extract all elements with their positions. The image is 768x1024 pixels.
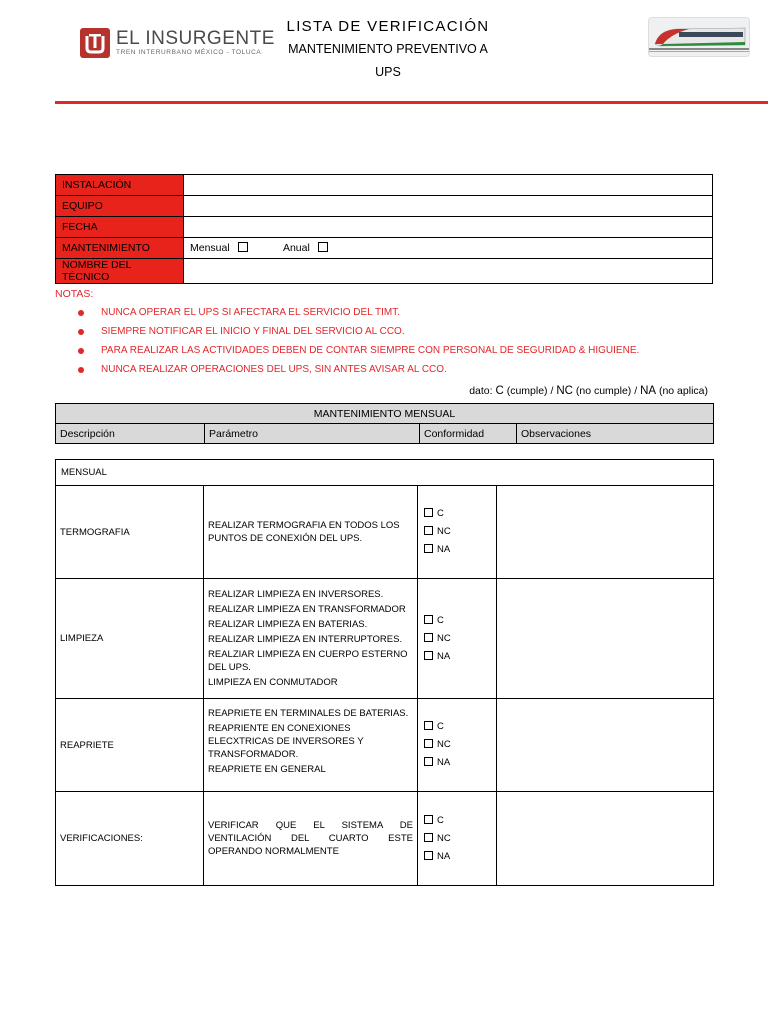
observaciones-limpieza[interactable] <box>497 579 714 699</box>
nota-item: PARA REALIZAR LAS ACTIVIDADES DEBEN DE CONTAR SIEMPRE CON PERSONAL DE SEGURIDAD & HIGUIENE. <box>78 344 639 363</box>
row-desc-verificaciones: VERIFICACIONES: <box>56 792 204 886</box>
field-fecha[interactable] <box>184 217 713 238</box>
label-equipo: EQUIPO <box>56 196 184 217</box>
train-image <box>648 17 750 57</box>
label-tecnico: NOMBRE DEL TÉCNICO <box>56 259 184 284</box>
nota-item: NUNCA OPERAR EL UPS SI AFECTARA EL SERVICIO DEL TIMT. <box>78 306 639 325</box>
table-row <box>56 699 714 792</box>
logo-subtitle: TREN INTERURBANO MÉXICO - TOLUCA <box>116 49 262 56</box>
nota-item: NUNCA REALIZAR OPERACIONES DEL UPS, SIN ANTES AVISAR AL CCO. <box>78 363 639 382</box>
row-params-verificaciones: VERIFICAR QUE EL SISTEMA DE VENTILACIÓN DEL CUARTO ESTE OPERANDO NORMALMENTE <box>204 792 418 886</box>
conformity-verificaciones <box>418 792 497 886</box>
field-tecnico[interactable] <box>184 259 713 284</box>
option-na[interactable]: NA <box>422 848 492 866</box>
option-c[interactable]: C <box>422 505 492 523</box>
option-nc[interactable]: NC <box>422 523 492 541</box>
option-nc[interactable]: NC <box>422 630 492 648</box>
field-mantenimiento <box>184 238 713 259</box>
row-params-termografia: REALIZAR TERMOGRAFIA EN TODOS LOS PUNTOS DE CONEXIÓN DEL UPS. <box>204 486 418 579</box>
document-subtitle-line1: MANTENIMIENTO PREVENTIVO A <box>288 42 488 56</box>
checkbox-icon <box>424 526 433 535</box>
maintenance-table <box>55 459 714 886</box>
logo-name: EL INSURGENTE <box>116 28 275 49</box>
row-desc-reapriete: REAPRIETE <box>56 699 204 792</box>
checkbox-icon <box>424 721 433 730</box>
conformity-legend: dato: C (cumple) / NC (no cumple) / NA (no aplica) <box>469 385 708 397</box>
checkbox-icon <box>424 615 433 624</box>
info-row-tecnico <box>56 259 713 284</box>
checkbox-icon <box>424 851 433 860</box>
row-desc-limpieza: LIMPIEZA <box>56 579 204 699</box>
notas-list <box>78 306 639 382</box>
checkbox-icon <box>424 757 433 766</box>
checkbox-icon <box>424 833 433 842</box>
table-title: MANTENIMIENTO MENSUAL <box>56 404 714 424</box>
conformity-limpieza <box>418 579 497 699</box>
checkbox-icon <box>424 544 433 553</box>
mensual-checkbox[interactable] <box>238 242 248 252</box>
header-divider <box>55 101 768 104</box>
bullet-icon <box>78 310 84 316</box>
label-mantenimiento: MANTENIMIENTO <box>56 238 184 259</box>
field-equipo[interactable] <box>184 196 713 217</box>
bullet-icon <box>78 348 84 354</box>
col-parametro: Parámetro <box>205 424 420 444</box>
info-row-equipo <box>56 196 713 217</box>
col-descripcion: Descripción <box>56 424 205 444</box>
checkbox-icon <box>424 633 433 642</box>
nota-item: SIEMPRE NOTIFICAR EL INICIO Y FINAL DEL SERVICIO AL CCO. <box>78 325 639 344</box>
option-c[interactable]: C <box>422 612 492 630</box>
info-row-fecha <box>56 217 713 238</box>
option-na[interactable]: NA <box>422 541 492 559</box>
row-params-reapriete: REAPRIETE EN TERMINALES DE BATERIAS. REAPRIENTE EN CONEXIONES ELECXTRICAS DE INVERSORES Y TRANSFORMADOR. REAPRIETE EN GENERAL <box>204 699 418 792</box>
info-table <box>55 174 713 284</box>
option-na[interactable]: NA <box>422 754 492 772</box>
anual-checkbox[interactable] <box>318 242 328 252</box>
table-row <box>56 579 714 699</box>
document-subtitle-line2: UPS <box>375 65 401 79</box>
logo-mark-icon <box>80 28 110 58</box>
col-observaciones: Observaciones <box>517 424 714 444</box>
label-fecha: FECHA <box>56 217 184 238</box>
bullet-icon <box>78 367 84 373</box>
option-c[interactable]: C <box>422 812 492 830</box>
observaciones-termografia[interactable] <box>497 486 714 579</box>
checkbox-icon <box>424 508 433 517</box>
option-nc[interactable]: NC <box>422 830 492 848</box>
maintenance-header-table <box>55 403 714 444</box>
mensual-label: Mensual <box>190 242 230 254</box>
row-desc-termografia: TERMOGRAFIA <box>56 486 204 579</box>
notas-title: NOTAS: <box>55 288 94 300</box>
table-row <box>56 486 714 579</box>
label-instalacion: INSTALACIÓN <box>56 175 184 196</box>
checkbox-icon <box>424 651 433 660</box>
table-row <box>56 792 714 886</box>
info-row-instalacion <box>56 175 713 196</box>
checkbox-icon <box>424 815 433 824</box>
col-conformidad: Conformidad <box>420 424 517 444</box>
conformity-termografia <box>418 486 497 579</box>
company-logo <box>80 28 275 62</box>
info-row-mantenimiento <box>56 238 713 259</box>
option-c[interactable]: C <box>422 718 492 736</box>
bullet-icon <box>78 329 84 335</box>
observaciones-reapriete[interactable] <box>497 699 714 792</box>
row-params-limpieza: REALIZAR LIMPIEZA EN INVERSORES. REALIZAR LIMPIEZA EN TRANSFORMADOR REALIZAR LIMPIEZA EN BATERIAS. REALIZAR LIMPIEZA EN INTERRUPTORES. REALZIAR LIMPIEZA EN CUERPO ESTERNO DEL UPS. LIMPIEZA EN CONMUTADOR <box>204 579 418 699</box>
checkbox-icon <box>424 739 433 748</box>
option-nc[interactable]: NC <box>422 736 492 754</box>
anual-label: Anual <box>282 242 310 254</box>
option-na[interactable]: NA <box>422 648 492 666</box>
section-mensual: MENSUAL <box>56 460 714 486</box>
observaciones-verificaciones[interactable] <box>497 792 714 886</box>
field-instalacion[interactable] <box>184 175 713 196</box>
conformity-reapriete <box>418 699 497 792</box>
document-title: LISTA DE VERIFICACIÓN <box>286 18 490 35</box>
